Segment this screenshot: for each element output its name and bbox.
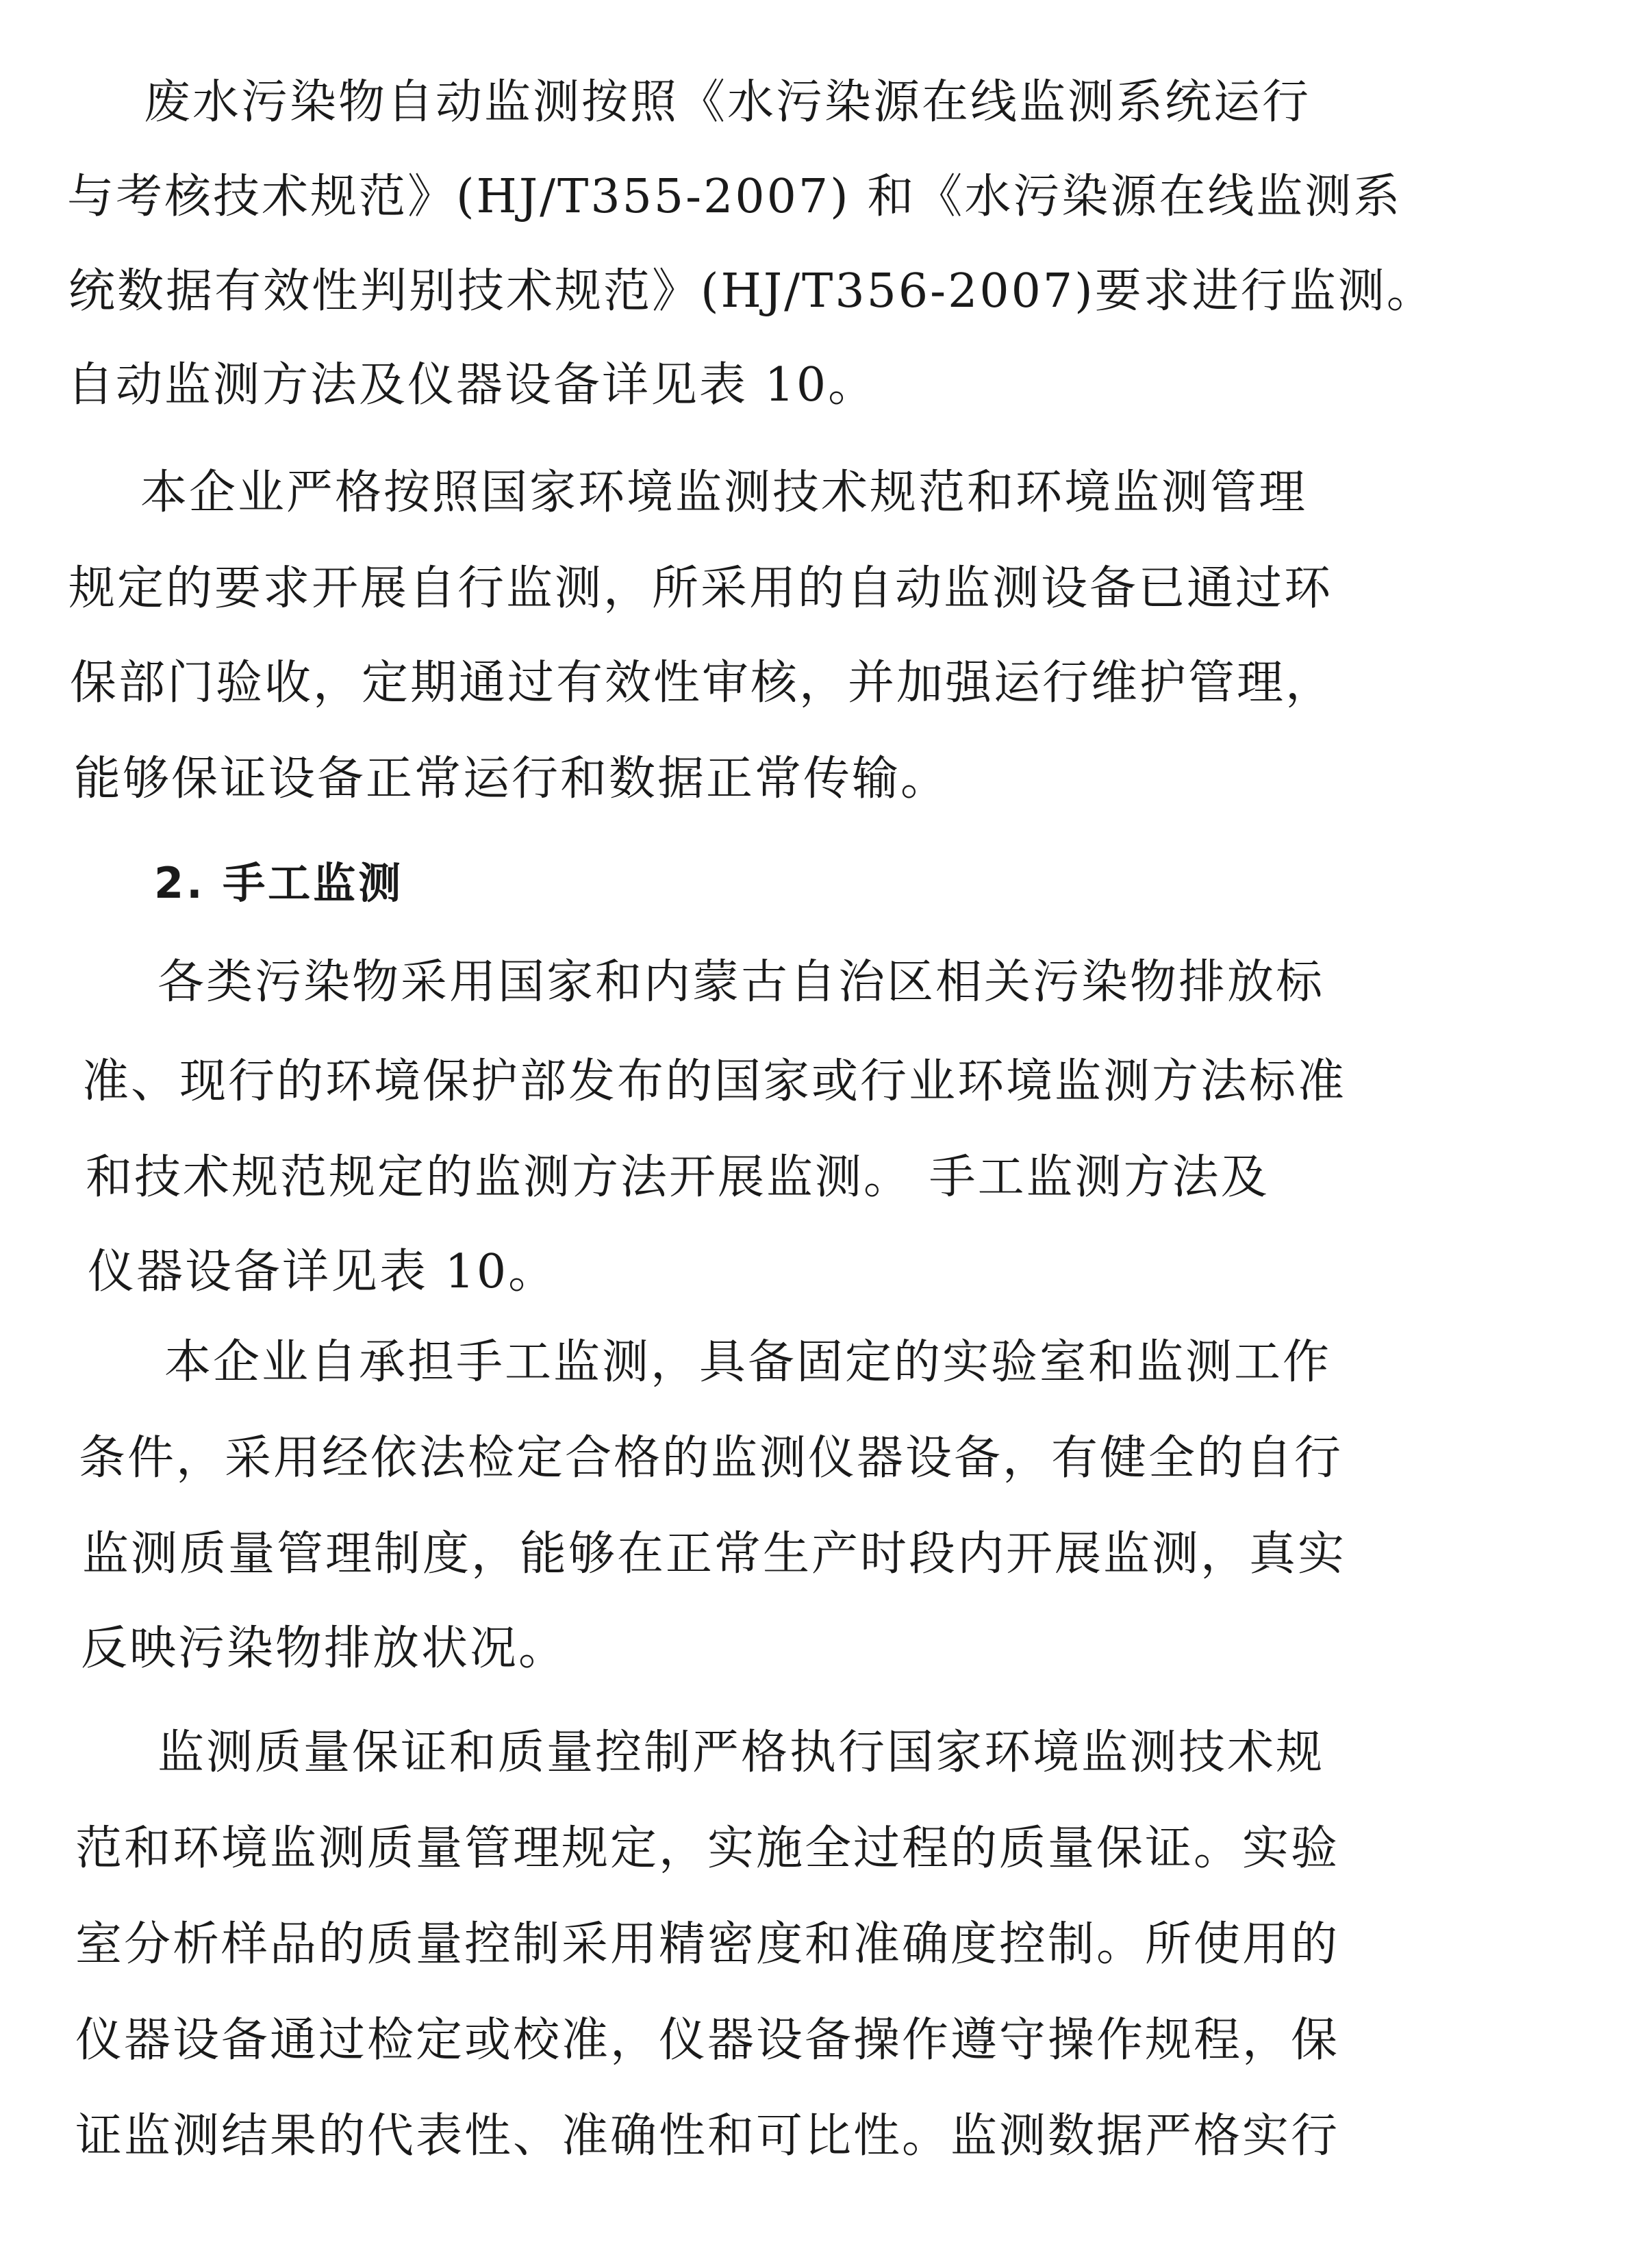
paragraph-line: 条件，采用经依法检定合格的监测仪器设备，有健全的自行	[79, 1431, 1344, 1485]
paragraph-line: 仪器设备通过检定或校准，仪器设备操作遵守操作规程，保	[75, 2013, 1340, 2067]
paragraph-line: 证监测结果的代表性、准确性和可比性。监测数据严格实行	[75, 2109, 1340, 2163]
paragraph-line: 室分析样品的质量控制采用精密度和准确度控制。所使用的	[75, 1917, 1340, 1971]
paragraph-line: 统数据有效性判别技术规范》(HJ/T356-2007)要求进行监测。	[68, 264, 1435, 318]
paragraph-line: 废水污染物自动监测按照《水污染源在线监测系统运行	[144, 75, 1311, 129]
paragraph-line: 监测质量保证和质量控制严格执行国家环境监测技术规	[157, 1726, 1325, 1780]
paragraph-line: 本企业严格按照国家环境监测技术规范和环境监测管理	[140, 466, 1308, 520]
paragraph-line: 规定的要求开展自行监测，所采用的自动监测设备已通过环	[68, 562, 1333, 616]
paragraph-line: 和技术规范规定的监测方法开展监测。 手工监测方法及	[86, 1150, 1270, 1205]
paragraph-line: 保部门验收，定期通过有效性审核，并加强运行维护管理，	[70, 656, 1335, 710]
paragraph-line: 准、现行的环境保护部发布的国家或行业环境监测方法标准	[82, 1055, 1347, 1109]
paragraph-line: 仪器设备详见表 10。	[88, 1245, 557, 1299]
paragraph-line: 范和环境监测质量管理规定，实施全过程的质量保证。实验	[75, 1822, 1340, 1876]
paragraph-line: 各类污染物采用国家和内蒙古自治区相关污染物排放标	[157, 955, 1325, 1009]
paragraph-line: 本企业自承担手工监测，具备固定的实验室和监测工作	[164, 1335, 1332, 1389]
paragraph-line: 反映污染物排放状况。	[81, 1622, 568, 1676]
section-heading: 2. 手工监测	[154, 858, 404, 908]
paragraph-line: 自动监测方法及仪器设备详见表 10。	[67, 358, 877, 412]
paragraph-line: 与考核技术规范》(HJ/T355-2007) 和《水污染源在线监测系	[67, 170, 1402, 224]
paragraph-line: 监测质量管理制度，能够在正常生产时段内开展监测，真实	[82, 1527, 1347, 1581]
paragraph-line: 能够保证设备正常运行和数据正常传输。	[74, 752, 950, 806]
